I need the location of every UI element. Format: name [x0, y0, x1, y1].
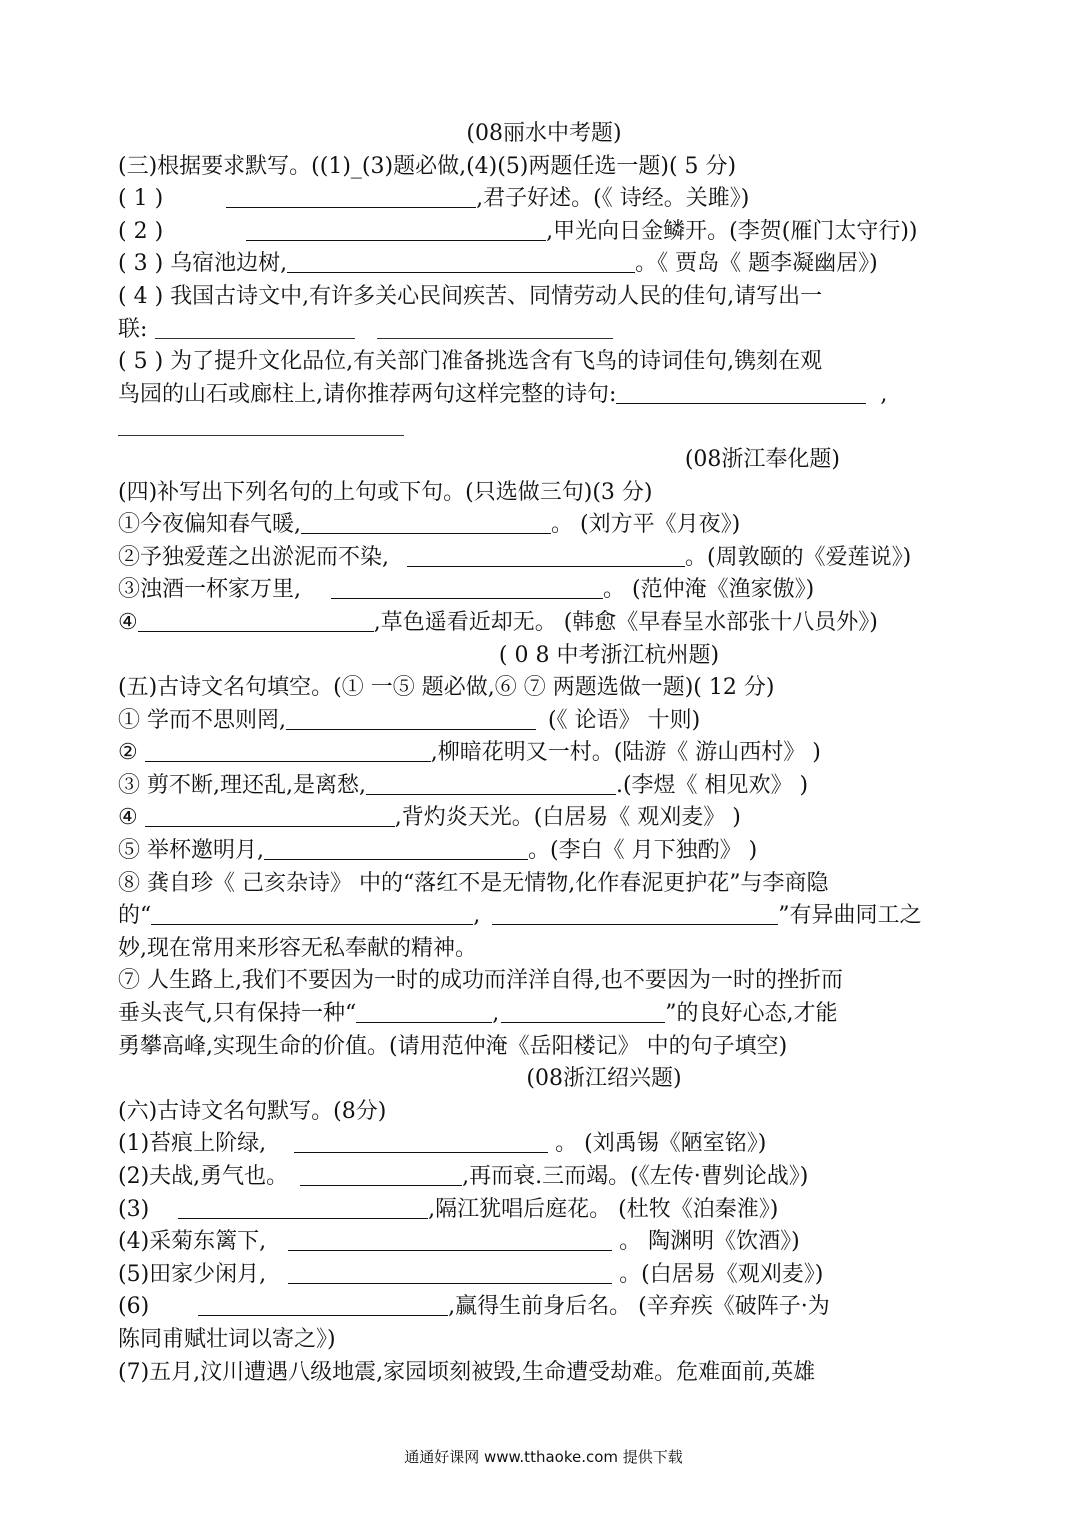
answer-blank[interactable] — [301, 511, 551, 534]
question-line: (4)采菊东篱下, 。 陶渊明《饮酒》) — [118, 1229, 800, 1255]
answer-blank[interactable] — [288, 1261, 612, 1284]
question-line: 联: — [118, 314, 970, 347]
question-line: 垂头丧气,只有保持一种“ , ”的良好心态,才能 — [118, 1001, 838, 1027]
answer-blank[interactable] — [246, 218, 546, 241]
question-line: ( 2 ) ,甲光向日金鳞开。(李贺(雁门太守行)) — [118, 218, 918, 244]
source-heading: (08浙江绍兴题) — [526, 1066, 682, 1092]
question-line: ②予独爱莲之出淤泥而不染, 。(周敦颐的《爱莲说》) — [118, 544, 912, 570]
document-page — [118, 118, 970, 1389]
source-heading: (08丽水中考题) — [466, 121, 622, 146]
section-instruction: (六)古诗文名句默写。(8分) — [118, 1098, 387, 1124]
answer-blank[interactable] — [492, 902, 778, 925]
answer-blank[interactable] — [138, 609, 374, 632]
answer-blank[interactable] — [300, 1163, 462, 1186]
answer-blank[interactable] — [366, 772, 616, 795]
question-text: ( 4 ) 我国古诗文中,有许多关心民间疾苦、同情劳动人民的佳句,请写出一 — [118, 283, 823, 309]
question-text: ⑦ 人生路上,我们不要因为一时的成功而洋洋自得,也不要因为一时的挫折而 — [118, 968, 843, 994]
question-line: ③浊酒一杯家万里, 。 (范仲淹《渔家傲》) — [118, 577, 815, 603]
question-line: (2)夫战,勇气也。 ,再而衰.三而竭。(《左传·曹刿论战》) — [118, 1164, 809, 1189]
answer-blank[interactable] — [155, 316, 355, 339]
question-line: 的“ , ”有异曲同工之 — [118, 903, 922, 929]
section-instruction: (四)补写出下列名句的上句或下句。(只选做三句)(3 分) — [118, 479, 653, 505]
answer-blank[interactable] — [145, 804, 395, 827]
answer-blank[interactable] — [151, 902, 473, 925]
question-line — [118, 411, 970, 444]
answer-blank[interactable] — [294, 1130, 548, 1153]
question-text: ⑧ 龚自珍《 己亥杂诗》 中的“落红不是无情物,化作春泥更护花”与李商隐 — [118, 870, 829, 896]
page-footer: 通通好课网 www.tthaoke.com 提供下载 — [404, 1448, 683, 1466]
question-line: ① 学而不思则罔, (《 论语》 十则) — [118, 707, 701, 733]
answer-blank[interactable] — [356, 1000, 492, 1023]
answer-blank[interactable] — [287, 250, 635, 273]
answer-blank[interactable] — [501, 1000, 665, 1023]
answer-blank[interactable] — [616, 381, 866, 404]
answer-blank[interactable] — [288, 1228, 612, 1251]
answer-blank[interactable] — [118, 413, 404, 436]
question-text: ( 5 ) 为了提升文化品位,有关部门准备挑选含有飞鸟的诗词佳句,镌刻在观 — [118, 349, 823, 375]
question-text: 妙,现在常用来形容无私奉献的精神。 — [118, 935, 477, 961]
answer-blank[interactable] — [264, 837, 528, 860]
question-line: ④ ,背灼炎天光。(白居易《 观刈麦》 ) — [118, 805, 741, 831]
question-text: 陈同甫赋壮词以寄之》) — [118, 1326, 336, 1352]
question-line: ( 3 ) 乌宿池边树, 。《 贾岛《 题李凝幽居》) — [118, 251, 878, 277]
answer-blank[interactable] — [226, 185, 476, 208]
answer-blank[interactable] — [407, 544, 685, 567]
question-line: ② ,柳暗花明又一村。(陆游《 游山西村》 ) — [118, 740, 821, 766]
answer-blank[interactable] — [145, 739, 431, 762]
question-line: 鸟园的山石或廊柱上,请你推荐两句这样完整的诗句: , — [118, 381, 888, 407]
section-instruction: (五)古诗文名句填空。(① 一⑤ 题必做,⑥ ⑦ 两题选做一题)( 12 分) — [118, 675, 775, 701]
answer-blank[interactable] — [286, 707, 536, 730]
section-instruction: (三)根据要求默写。((1)_(3)题必做,(4)(5)两题任选一题)( 5 分) — [118, 153, 737, 179]
question-line: ④ ,草色遥看近却无。 (韩愈《早春呈水部张十八员外》) — [118, 609, 878, 635]
answer-blank[interactable] — [198, 1293, 448, 1316]
question-line: (6) ,赢得生前身后名。 (辛弃疾《破阵子·为 — [118, 1294, 830, 1320]
answer-blank[interactable] — [377, 316, 613, 339]
answer-blank[interactable] — [178, 1196, 428, 1219]
question-line: (5)田家少闲月, 。(白居易《观刈麦》) — [118, 1261, 824, 1287]
question-line: ③ 剪不断,理还乱,是离愁, .(李煜《 相见欢》 ) — [118, 772, 809, 798]
source-heading: ( 0 8 中考浙江杭州题) — [498, 642, 720, 668]
question-text: 勇攀高峰,实现生命的价值。(请用范仲淹《岳阳楼记》 中的句子填空) — [118, 1033, 788, 1059]
question-line: (3) ,隔江犹唱后庭花。 (杜牧《泊秦淮》) — [118, 1196, 779, 1222]
answer-blank[interactable] — [331, 576, 603, 599]
question-text: (7)五月,汶川遭遇八级地震,家园顷刻被毁,生命遭受劫难。危难面前,英雄 — [118, 1359, 816, 1385]
question-line: ①今夜偏知春气暖, 。 (刘方平《月夜》) — [118, 512, 741, 538]
question-line: (1)苔痕上阶绿, 。 (刘禹锡《陋室铭》) — [118, 1131, 767, 1157]
question-line: ⑤ 举杯邀明月, 。(李白《 月下独酌》 ) — [118, 838, 758, 864]
question-line: ( 1 ) ,君子好述。(《 诗经。关雎》) — [118, 186, 750, 212]
source-heading: (08浙江奉化题) — [684, 446, 840, 472]
